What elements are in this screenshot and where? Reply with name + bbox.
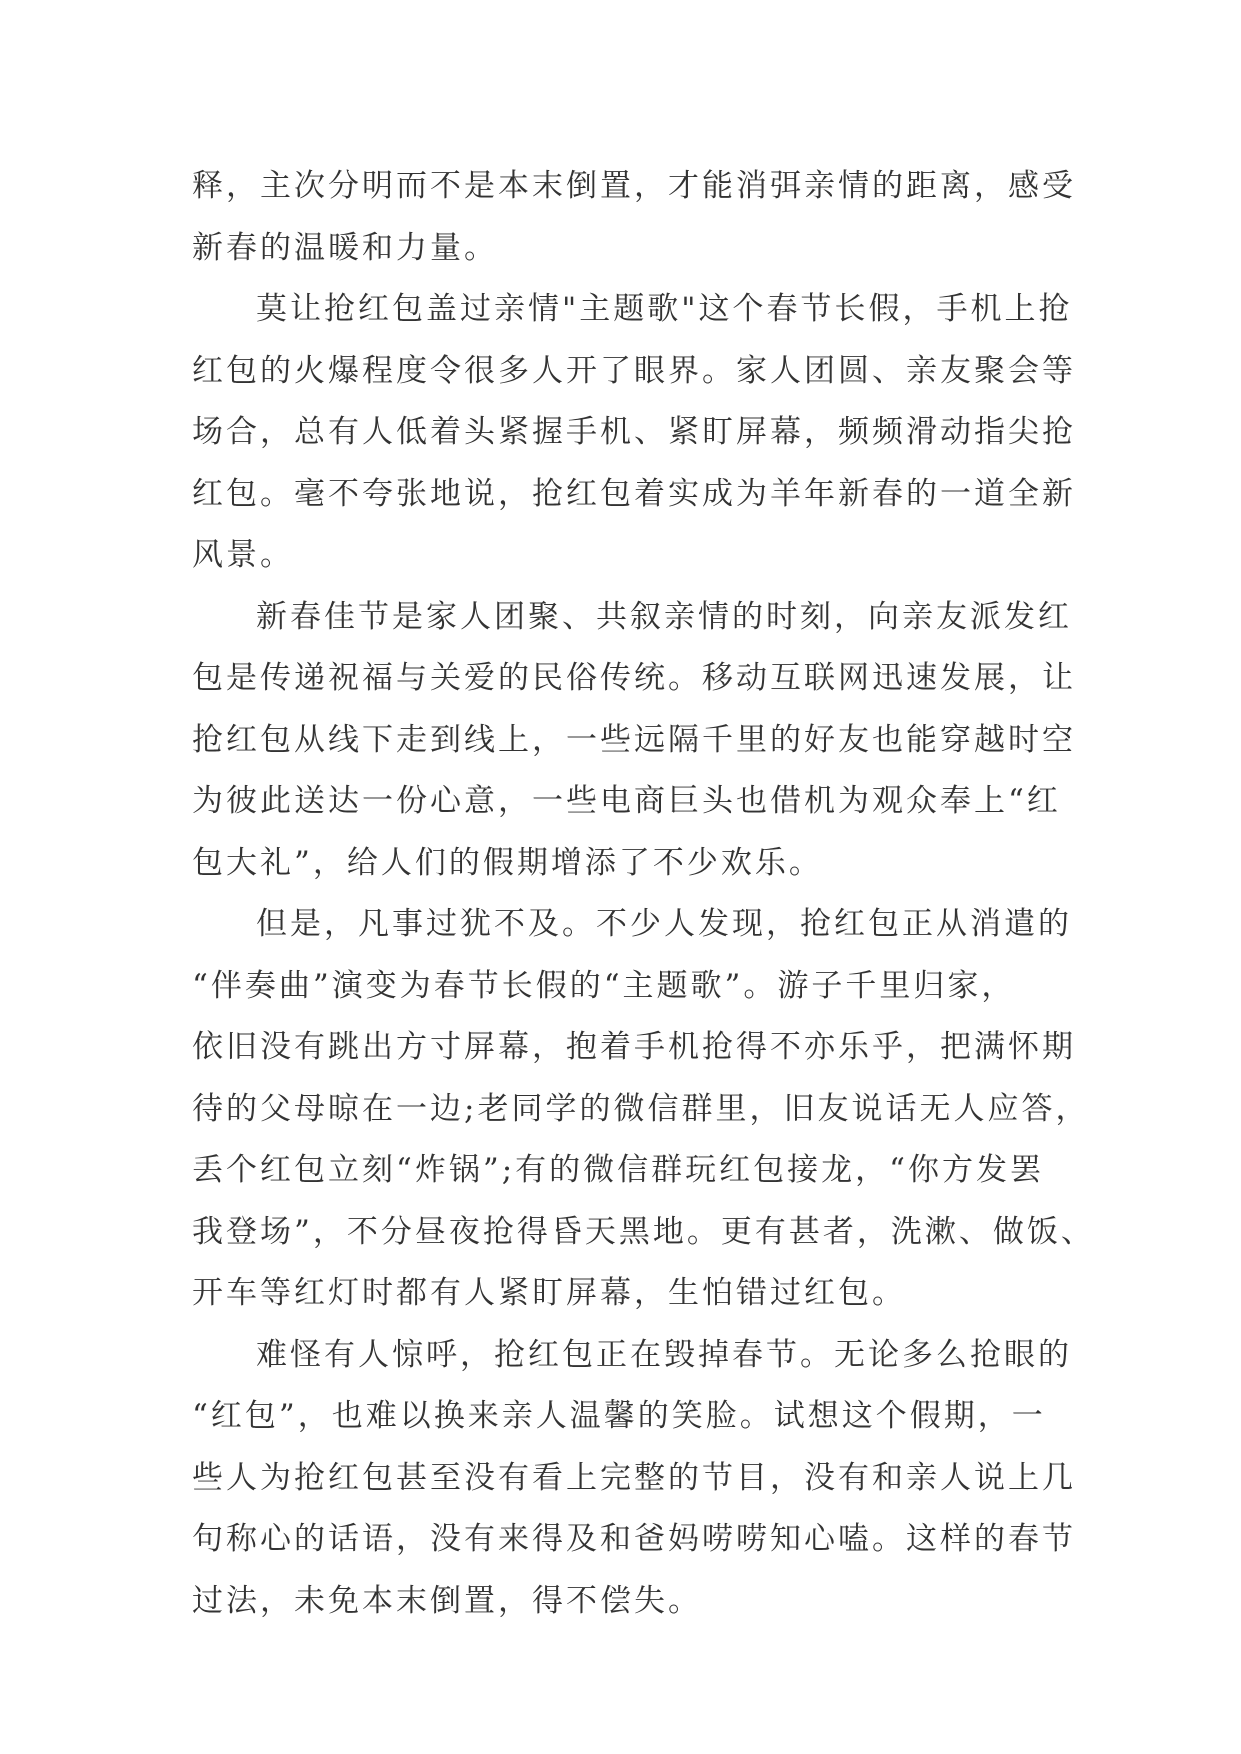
document-body bbox=[192, 156, 1095, 1632]
text-line: 过法，未免本末倒置，得不偿失。 bbox=[192, 1582, 702, 1619]
text-line: “伴奏曲”演变为春节长假的“主题歌”。游子千里归家， bbox=[192, 967, 1016, 1004]
text-line: 释，主次分明而不是本末倒置，才能消弭亲情的距离，感受 bbox=[192, 168, 1076, 204]
text-line: 莫让抢红包盖过亲情"主题歌"这个春节长假，手机上抢 bbox=[256, 291, 1073, 327]
text-line: 待的父母晾在一边;老同学的微信群里，旧友说话无人应答， bbox=[192, 1090, 1090, 1127]
text-line: 场合，总有人低着头紧握手机、紧盯屏幕，频频滑动指尖抢 bbox=[192, 414, 1076, 450]
text-line: 我登场”，不分昼夜抢得昏天黑地。更有甚者，洗漱、做饭、 bbox=[192, 1213, 1095, 1250]
text-line: 新春佳节是家人团聚、共叙亲情的时刻，向亲友派发红 bbox=[256, 598, 1072, 635]
text-line: 红包的火爆程度令很多人开了眼界。家人团圆、亲友聚会等 bbox=[192, 352, 1076, 389]
text-line: 新春的温暖和力量。 bbox=[192, 229, 498, 266]
text-line: “红包”，也难以换来亲人温馨的笑脸。试想这个假期，一 bbox=[192, 1398, 1046, 1434]
text-line: 包大礼”，给人们的假期增添了不少欢乐。 bbox=[192, 844, 823, 881]
text-line: 开车等红灯时都有人紧盯屏幕，生怕错过红包。 bbox=[192, 1275, 906, 1311]
text-line: 些人为抢红包甚至没有看上完整的节目，没有和亲人说上几 bbox=[192, 1459, 1076, 1496]
text-line: 依旧没有跳出方寸屏幕，抱着手机抢得不亦乐乎，把满怀期 bbox=[192, 1029, 1076, 1065]
text-line: 包是传递祝福与关爱的民俗传统。移动互联网迅速发展，让 bbox=[192, 660, 1076, 696]
text-line: 丢个红包立刻“炸锅”;有的微信群玩红包接龙，“你方发罢 bbox=[192, 1152, 1044, 1188]
text-line: 红包。毫不夸张地说，抢红包着实成为羊年新春的一道全新 bbox=[192, 475, 1076, 512]
text-line: 但是，凡事过犹不及。不少人发现，抢红包正从消遣的 bbox=[256, 906, 1072, 942]
text-line: 句称心的话语，没有来得及和爸妈唠唠知心嗑。这样的春节 bbox=[192, 1521, 1076, 1557]
text-line: 难怪有人惊呼，抢红包正在毁掉春节。无论多么抢眼的 bbox=[256, 1336, 1072, 1373]
text-line: 风景。 bbox=[192, 537, 294, 573]
text-line: 抢红包从线下走到线上，一些远隔千里的好友也能穿越时空 bbox=[192, 721, 1076, 758]
text-line: 为彼此送达一份心意，一些电商巨头也借机为观众奉上“红 bbox=[192, 783, 1061, 819]
